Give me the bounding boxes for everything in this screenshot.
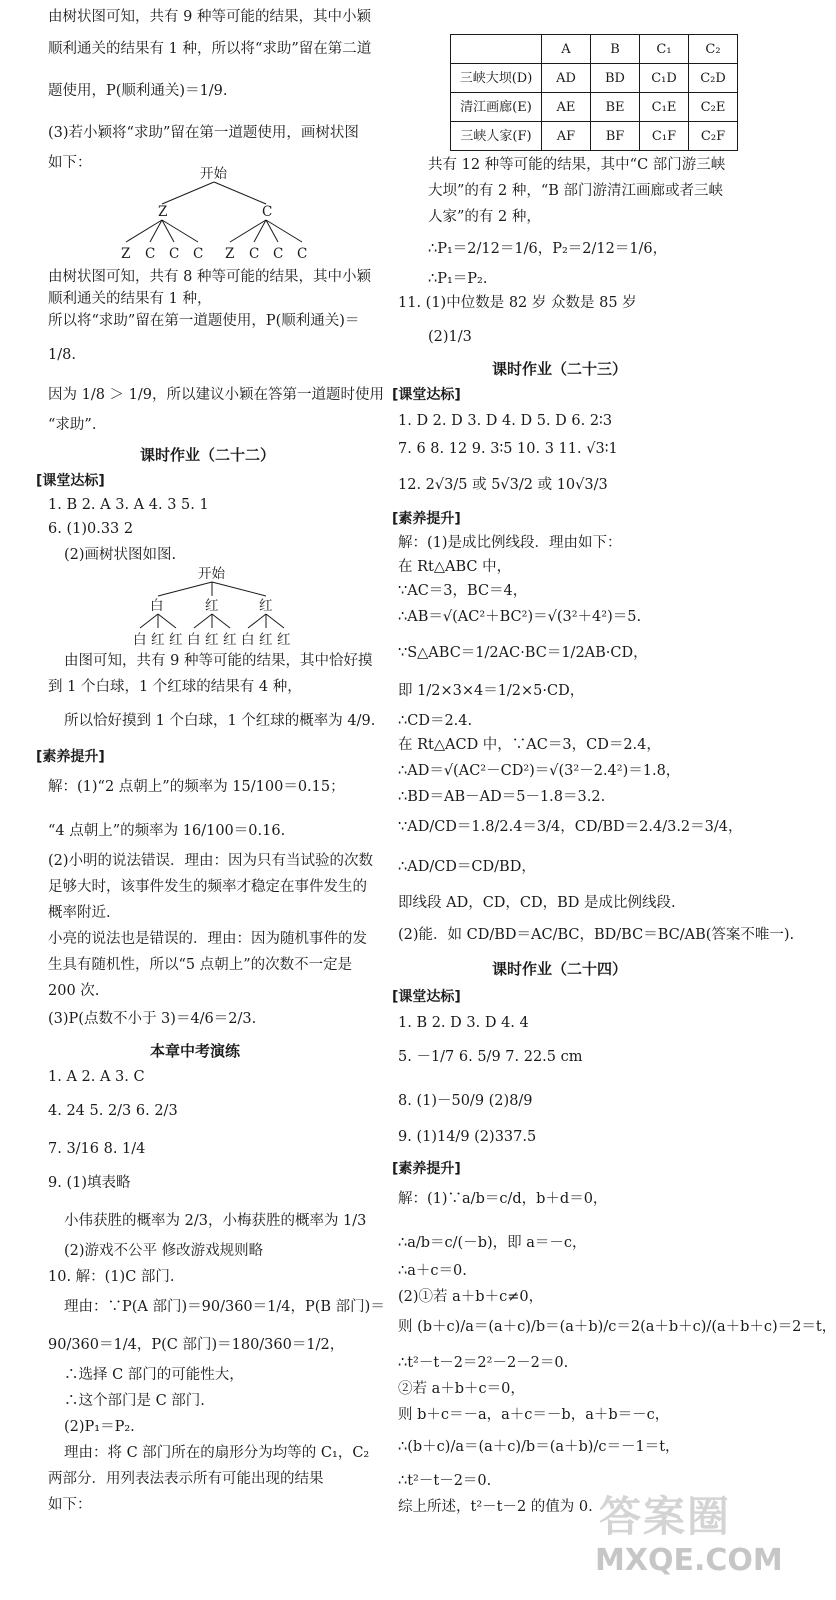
- text-line: ∴(b＋c)/a＝(a＋c)/b＝(a＋b)/c＝－1＝t，: [398, 1439, 680, 1455]
- tree-diagram-1: [110, 166, 320, 266]
- text-line: “4 点朝上”的频率为 16/100＝0.16.: [48, 823, 286, 839]
- section-title: 课时作业（二十三）: [492, 360, 628, 378]
- tree-root: 开始: [198, 566, 225, 582]
- text-line: ∴AB＝√(AC²＋BC²)＝√(3²＋4²)＝5.: [398, 609, 642, 625]
- tree-leaf: 红: [205, 632, 219, 648]
- text-line: ∵AC＝3，BC＝4，: [398, 583, 528, 599]
- answer-line: 7. 3/16 8. 1/4: [48, 1141, 146, 1157]
- table-cell: A: [542, 35, 591, 64]
- text-line: 生具有随机性，所以“5 点朝上”的次数不一定是: [48, 957, 353, 973]
- section-label: [素养提升]: [392, 1161, 461, 1177]
- text-line: 顺利通关的结果有 1 种，所以将“求助”留在第二道: [48, 41, 372, 57]
- text-line: 则 (b＋c)/a＝(a＋c)/b＝(a＋b)/c＝2(a＋b＋c)/(a＋b＋c)＝2＝t，: [398, 1319, 836, 1335]
- text-line: 如下：: [48, 1497, 92, 1513]
- answer-line: 1. A 2. A 3. C: [48, 1069, 145, 1085]
- answer-line: 12. 2√3/5 或 5√3/2 或 10√3/3: [398, 477, 608, 493]
- answer-line: 5. －1/7 6. 5/9 7. 22.5 cm: [398, 1049, 583, 1065]
- text-line: ∴t²－t－2＝2²－2－2＝0.: [398, 1355, 569, 1371]
- text-line: 即线段 AD，CD，CD，BD 是成比例线段.: [398, 895, 676, 911]
- text-line: 1/8.: [48, 347, 76, 363]
- text-line: ∴t²－t－2＝0.: [398, 1473, 492, 1489]
- text-line: 由树状图可知，共有 9 种等可能的结果，其中小颖: [48, 9, 371, 25]
- answer-line: 10. 解：(1)C 部门.: [48, 1269, 175, 1285]
- tree-node: Z: [158, 204, 168, 220]
- text-line: (2)能．如 CD/BD＝AC/BC，BD/BC＝BC/AB(答案不唯一).: [398, 927, 795, 943]
- text-line: 即 1/2×3×4＝1/2×5·CD，: [398, 683, 585, 699]
- answer-line: 1. B 2. A 3. A 4. 3 5. 1: [48, 497, 209, 513]
- table-cell: BE: [591, 93, 640, 122]
- table-cell: C₂E: [689, 93, 738, 122]
- text-line: 解：(1)∵a/b＝c/d，b＋d＝0，: [398, 1191, 608, 1207]
- text-line: 所以恰好摸到 1 个白球，1 个红球的概率为 4/9.: [64, 713, 376, 729]
- text-line: ∴选择 C 部门的可能性大，: [64, 1367, 244, 1383]
- answer-line: (2)画树状图如图.: [64, 547, 177, 563]
- text-line: ∵AD/CD＝1.8/2.4＝3/4，CD/BD＝2.4/3.2＝3/4，: [398, 819, 743, 835]
- tree-node: C: [262, 204, 273, 220]
- section-label: [课堂达标]: [36, 473, 105, 489]
- tree-leaf: 白: [133, 632, 147, 648]
- tree-leaf: C: [193, 246, 204, 262]
- table-cell: C₁E: [640, 93, 689, 122]
- text-line: 综上所述，t²－t－2 的值为 0.: [398, 1499, 593, 1515]
- table-cell: BD: [591, 64, 640, 93]
- tree-leaf: C: [249, 246, 260, 262]
- text-line: 理由：将 C 部门所在的扇形分为均等的 C₁，C₂: [64, 1445, 370, 1461]
- text-line: 顺利通关的结果有 1 种，: [48, 291, 212, 307]
- text-line: (2)小明的说法错误．理由：因为只有当试验的次数: [48, 853, 374, 869]
- tree-leaf: Z: [121, 246, 131, 262]
- tree-leaf: 白: [241, 632, 255, 648]
- table-cell: BF: [591, 122, 640, 151]
- text-line: ∴这个部门是 C 部门.: [64, 1393, 205, 1409]
- text-line: (2)①若 a＋b＋c≠0，: [398, 1289, 544, 1305]
- tree-leaf: C: [273, 246, 284, 262]
- text-line: ②若 a＋b＋c＝0，: [398, 1381, 525, 1397]
- text-line: (3)若小颖将“求助”留在第一道题使用，画树状图: [48, 125, 359, 141]
- table-cell: [451, 35, 542, 64]
- tree-leaf: 红: [223, 632, 237, 648]
- watermark-text: 答案圈: [599, 1492, 732, 1541]
- text-line: 概率附近.: [48, 905, 111, 921]
- text-line: ∴CD＝2.4.: [398, 713, 473, 729]
- text-line: ∵S△ABC＝1/2AC·BC＝1/2AB·CD，: [398, 645, 648, 661]
- text-line: “求助”.: [48, 417, 97, 433]
- answer-line: 7. 6 8. 12 9. 3∶5 10. 3 11. √3∶1: [398, 441, 618, 457]
- text-line: ∴P₁＝P₂.: [428, 271, 488, 287]
- text-line: 大坝”的有 2 种，“B 部门游清江画廊或者三峡: [428, 183, 724, 199]
- answer-line: 4. 24 5. 2/3 6. 2/3: [48, 1103, 178, 1119]
- table-cell: 三峡人家(F): [451, 122, 542, 151]
- tree-leaf: Z: [225, 246, 235, 262]
- text-line: 由树状图可知，共有 8 种等可能的结果，其中小颖: [48, 269, 371, 285]
- table-cell: C₁: [640, 35, 689, 64]
- answer-line: 8. (1)－50/9 (2)8/9: [398, 1093, 533, 1109]
- tree-leaf: 红: [259, 632, 273, 648]
- text-line: 人家”的有 2 种，: [428, 209, 541, 225]
- text-line: 所以将“求助”留在第一道题使用，P(顺利通关)＝: [48, 313, 360, 329]
- table-cell: C₂: [689, 35, 738, 64]
- text-line: 两部分．用列表法表示所有可能出现的结果: [48, 1471, 324, 1487]
- text-line: (2)P₁＝P₂.: [64, 1419, 135, 1435]
- table-cell: AF: [542, 122, 591, 151]
- table-row: [451, 93, 738, 122]
- tree-leaf: 白: [187, 632, 201, 648]
- text-line: 在 Rt△ACD 中，∵AC＝3，CD＝2.4，: [398, 737, 661, 753]
- answer-line: 11. (1)中位数是 82 岁 众数是 85 岁: [398, 295, 637, 311]
- table-cell: C₁D: [640, 64, 689, 93]
- table-cell: C₂D: [689, 64, 738, 93]
- section-label: [课堂达标]: [392, 387, 461, 403]
- tree-leaf: 红: [169, 632, 183, 648]
- answer-line: (2)1/3: [428, 329, 472, 345]
- answer-line: 9. (1)14/9 (2)337.5: [398, 1129, 537, 1145]
- text-line: 到 1 个白球，1 个红球的结果有 4 种，: [48, 679, 302, 695]
- text-line: (3)P(点数不小于 3)＝4/6＝2/3.: [48, 1011, 257, 1027]
- answer-line: 1. B 2. D 3. D 4. 4: [398, 1015, 529, 1031]
- table-cell: B: [591, 35, 640, 64]
- section-title: 课时作业（二十四）: [492, 960, 628, 978]
- text-line: 如下：: [48, 155, 92, 171]
- tree-leaf: C: [169, 246, 180, 262]
- tree-diagram-2: [130, 566, 300, 652]
- tree-node: 白: [150, 598, 164, 614]
- table-cell: 清江画廊(E): [451, 93, 542, 122]
- text-line: 200 次.: [48, 983, 100, 999]
- section-title: 课时作业（二十二）: [140, 446, 276, 464]
- table-cell: C₂F: [689, 122, 738, 151]
- table-row: [451, 64, 738, 93]
- watermark-logo: [569, 1492, 783, 1586]
- text-line: ∴P₁＝2/12＝1/6，P₂＝2/12＝1/6，: [428, 241, 668, 257]
- tree-leaf: C: [145, 246, 156, 262]
- table-cell: AD: [542, 64, 591, 93]
- section-label: [素养提升]: [392, 511, 461, 527]
- section-label: [课堂达标]: [392, 989, 461, 1005]
- table-cell: AE: [542, 93, 591, 122]
- text-line: ∴AD/CD＝CD/BD，: [398, 859, 536, 875]
- tree-root: 开始: [200, 166, 227, 182]
- answer-line: 小伟获胜的概率为 2/3，小梅获胜的概率为 1/3: [64, 1213, 367, 1229]
- text-line: 共有 12 种等可能的结果，其中“C 部门游三峡: [428, 157, 726, 173]
- text-line: 解：(1)“2 点朝上”的频率为 15/100＝0.15；: [48, 779, 345, 795]
- table-cell: C₁F: [640, 122, 689, 151]
- table-row: [451, 35, 738, 64]
- tree-node: 红: [205, 598, 219, 614]
- text-line: 理由：∵P(A 部门)＝90/360＝1/4，P(B 部门)＝: [64, 1299, 385, 1315]
- text-line: 由图可知，共有 9 种等可能的结果，其中恰好摸: [64, 653, 373, 669]
- watermark-site: MXQE.COM: [595, 1543, 783, 1578]
- text-line: 小亮的说法也是错误的．理由：因为随机事件的发: [48, 931, 367, 947]
- section-title: 本章中考演练: [150, 1042, 241, 1060]
- text-line: 90/360＝1/4，P(C 部门)＝180/360＝1/2，: [48, 1337, 345, 1353]
- answer-line: 1. D 2. D 3. D 4. D 5. D 6. 2∶3: [398, 413, 613, 429]
- text-line: ∴a/b＝c/(－b)，即 a＝－c，: [398, 1235, 587, 1251]
- text-line: 题使用，P(顺利通关)＝1/9.: [48, 83, 228, 99]
- answer-line: (2)游戏不公平 修改游戏规则略: [64, 1243, 264, 1259]
- text-line: 在 Rt△ABC 中，: [398, 559, 512, 575]
- text-line: ∴BD＝AB－AD＝5－1.8＝3.2.: [398, 789, 606, 805]
- tree-leaf: C: [297, 246, 308, 262]
- text-line: 足够大时，该事件发生的频率才稳定在事件发生的: [48, 879, 367, 895]
- tree-leaf: 红: [277, 632, 291, 648]
- table-row: [451, 122, 738, 151]
- text-line: 解：(1)是成比例线段．理由如下：: [398, 535, 622, 551]
- text-line: ∴a＋c＝0.: [398, 1263, 467, 1279]
- answer-line: 6. (1)0.33 2: [48, 521, 134, 537]
- text-line: ∴AD＝√(AC²－CD²)＝√(3²－2.4²)＝1.8，: [398, 763, 681, 779]
- tree-leaf: 红: [151, 632, 165, 648]
- answer-line: 9. (1)填表略: [48, 1175, 131, 1191]
- text-line: 则 b＋c＝－a，a＋c＝－b，a＋b＝－c，: [398, 1407, 670, 1423]
- tree-node: 红: [259, 598, 273, 614]
- table-cell: 三峡大坝(D): [451, 64, 542, 93]
- text-line: 因为 1/8 ＞ 1/9，所以建议小颖在答第一道题时使用: [48, 387, 384, 403]
- outcome-table: [450, 34, 738, 151]
- section-label: [素养提升]: [36, 749, 105, 765]
